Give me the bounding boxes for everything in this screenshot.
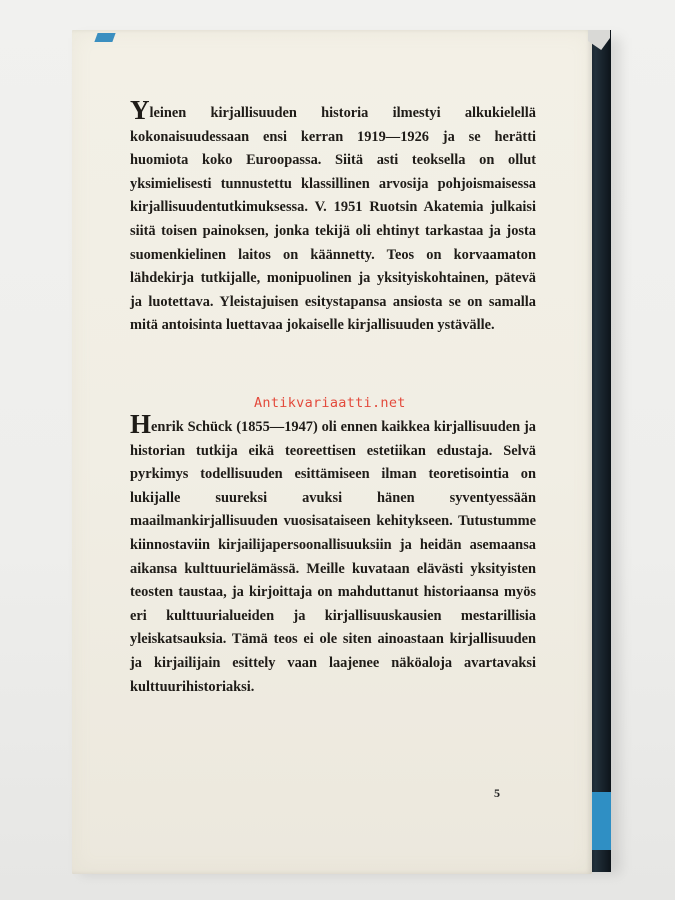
author-name-lead: enrik Schück: [151, 419, 233, 435]
spine-blue-band: [590, 792, 611, 850]
dropcap-y: Y: [130, 95, 150, 125]
page-number: 5: [494, 786, 500, 800]
cover-paragraph-author: [130, 409, 536, 699]
dropcap-h: H: [130, 409, 152, 439]
cover-paragraph-history: [130, 95, 536, 338]
corner-blue-mark: [94, 33, 115, 42]
paragraph1-body: ilmestyi alkukielellä kokonaisuudessaan ensi kerran 1919—1926 ja se herätti huomiota koko Euroopassa. Siitä asti teoksella on ollut yksimielisesti tunnustettu klassillinen arvosija pohjoismaisessa kirjallisuudentutkimuksessa. V. 1951 Ruotsin Akatemia julkaisi siitä toisen painoksen, jonka tekijä oli ehtinyt tarkastaa ja josta suomenkielinen laitos on käännetty. Teos on korvaamaton lähdekirja tutkijalle, monipuolinen ja yksityiskohtainen, pätevä ja luotettava. Yleistajuisen esitystapansa ansiosta se on samalla mitä antoisinta luettavaa jokaiselle kirjallisuuden ystävälle.: [130, 105, 536, 334]
book-title-lead: leinen kirjallisuuden historia: [149, 105, 369, 121]
paragraph2-body: (1855—1947) oli ennen kaikkea kirjallisuuden ja historian tutkija eikä teoreettisen estetiikan edustaja. Selvä pyrkimys todellisuuden esittämiseen ilman teoretisointia on lukijalle suureksi avuksi hänen syventyessään maailmankirjallisuuden vuosisataiseen kehitykseen. Tutustumme kiinnostaviin kirjailijapersoonallisuuksiin ja heidän asemaansa aikansa kulttuurielämässä. Meille kuvataan elävästi yksityisten teosten taustaa, ja kirjoittaja on mahduttanut historiaansa myös eri kulttuurialueiden ja kirjallisuuskausien mestarillisia yleiskatsauksia. Tämä teos ei ole siten ainoastaan kirjallisuuden ja kirjailijain esittely vaan laajenee näköaloja avartavaksi kulttuurihistoriaksi.: [130, 419, 536, 695]
watermark-text: Antikvariaatti.net: [254, 395, 406, 411]
